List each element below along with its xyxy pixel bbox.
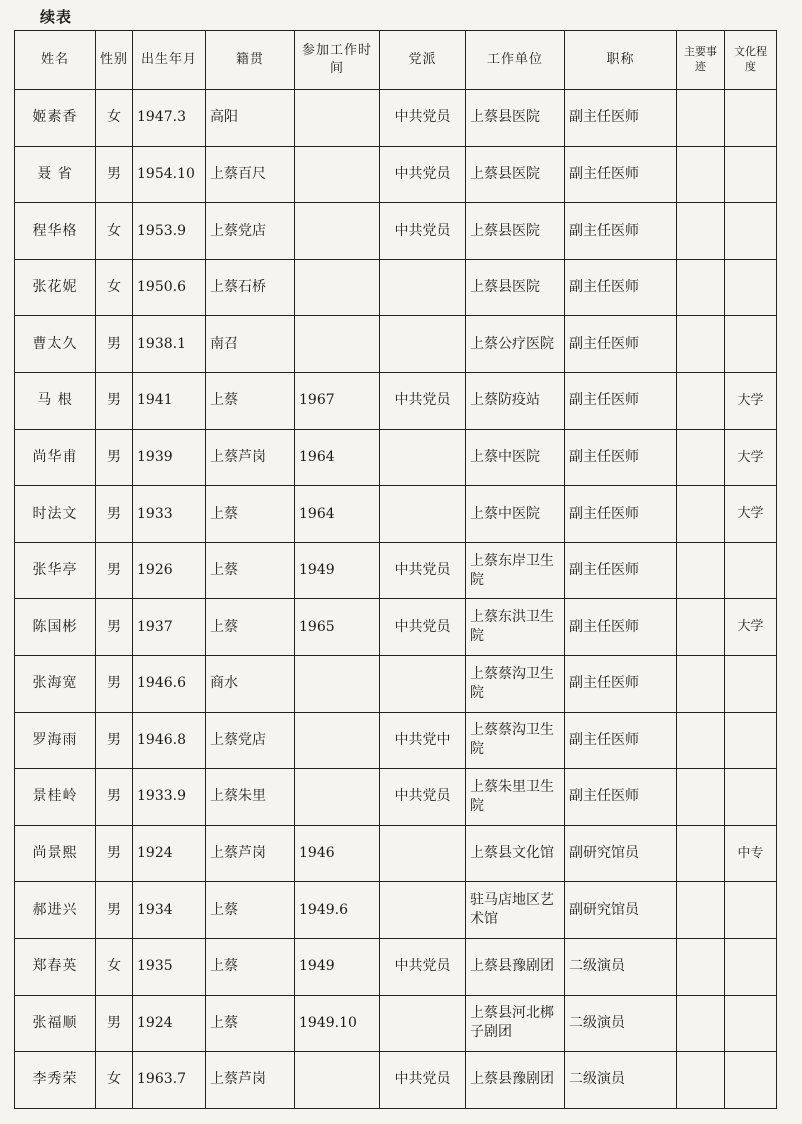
cell-born: 1924 [133,825,206,882]
cell-join: 1965 [295,599,380,656]
cell-born: 1941 [133,372,206,429]
cell-title: 副主任医师 [565,259,677,316]
cell-edu [725,938,777,995]
cell-note [677,316,725,373]
cell-work: 上蔡东岸卫生院 [466,542,565,599]
header-edu: 文化程度 [725,31,777,90]
cell-work: 上蔡蔡沟卫生院 [466,655,565,712]
cell-origin: 上蔡 [206,882,295,939]
header-note: 主要事迹 [677,31,725,90]
cell-title: 副主任医师 [565,429,677,486]
cell-title: 副主任医师 [565,372,677,429]
cell-note [677,429,725,486]
cell-work: 上蔡朱里卫生院 [466,769,565,826]
cell-work: 上蔡县医院 [466,90,565,147]
table-row [15,995,777,1052]
cell-work: 上蔡县豫剧团 [466,1052,565,1109]
cell-sex: 男 [96,316,133,373]
cell-note [677,486,725,543]
cell-party: 中共党员 [380,146,466,203]
page-label: 续表 [40,8,73,26]
cell-name: 李秀荣 [15,1052,96,1109]
cell-join: 1967 [295,372,380,429]
cell-party: 中共党员 [380,769,466,826]
cell-work: 上蔡公疗医院 [466,316,565,373]
cell-work: 上蔡中医院 [466,486,565,543]
cell-origin: 上蔡芦岗 [206,825,295,882]
table-row [15,203,777,260]
cell-note [677,825,725,882]
table-row [15,372,777,429]
cell-work: 上蔡县文化馆 [466,825,565,882]
cell-join: 1964 [295,429,380,486]
cell-name: 尚华甫 [15,429,96,486]
table-row [15,259,777,316]
cell-name: 时法文 [15,486,96,543]
cell-join [295,1052,380,1109]
cell-work: 上蔡县医院 [466,259,565,316]
cell-work: 驻马店地区艺术馆 [466,882,565,939]
cell-sex: 男 [96,995,133,1052]
cell-sex: 女 [96,259,133,316]
cell-title: 副主任医师 [565,203,677,260]
cell-edu [725,259,777,316]
cell-sex: 男 [96,825,133,882]
cell-sex: 女 [96,938,133,995]
cell-party [380,825,466,882]
cell-sex: 男 [96,429,133,486]
table-row [15,599,777,656]
cell-name: 罗海雨 [15,712,96,769]
cell-join [295,316,380,373]
cell-edu [725,655,777,712]
cell-work: 上蔡中医院 [466,429,565,486]
header-title: 职称 [565,31,677,90]
table-row [15,146,777,203]
cell-sex: 男 [96,882,133,939]
cell-name: 姬素香 [15,90,96,147]
table-row [15,825,777,882]
cell-title: 二级演员 [565,995,677,1052]
cell-sex: 女 [96,1052,133,1109]
cell-sex: 男 [96,372,133,429]
header-born: 出生年月 [133,31,206,90]
cell-edu [725,203,777,260]
personnel-table [14,30,777,1109]
cell-born: 1926 [133,542,206,599]
cell-edu [725,316,777,373]
cell-origin: 上蔡百尺 [206,146,295,203]
cell-join: 1949.10 [295,995,380,1052]
cell-sex: 男 [96,599,133,656]
cell-title: 副主任医师 [565,599,677,656]
cell-title: 副研究馆员 [565,825,677,882]
table-row [15,90,777,147]
cell-party: 中共党员 [380,599,466,656]
cell-born: 1933.9 [133,769,206,826]
cell-edu: 大学 [725,372,777,429]
cell-name: 曹太久 [15,316,96,373]
cell-party: 中共党员 [380,203,466,260]
cell-origin: 上蔡 [206,938,295,995]
header-sex: 性别 [96,31,133,90]
cell-edu [725,1052,777,1109]
cell-origin: 商水 [206,655,295,712]
cell-join: 1949 [295,542,380,599]
header-party: 党派 [380,31,466,90]
table-row [15,1052,777,1109]
cell-name: 陈国彬 [15,599,96,656]
cell-name: 张花妮 [15,259,96,316]
cell-note [677,882,725,939]
cell-party: 中共党员 [380,372,466,429]
cell-born: 1946.8 [133,712,206,769]
cell-join [295,259,380,316]
cell-born: 1938.1 [133,316,206,373]
cell-party [380,429,466,486]
cell-sex: 女 [96,90,133,147]
cell-origin: 上蔡党店 [206,203,295,260]
cell-party: 中共党员 [380,1052,466,1109]
cell-note [677,90,725,147]
cell-note [677,146,725,203]
cell-note [677,259,725,316]
cell-title: 副研究馆员 [565,882,677,939]
cell-edu: 大学 [725,599,777,656]
cell-title: 副主任医师 [565,90,677,147]
cell-edu [725,542,777,599]
cell-born: 1946.6 [133,655,206,712]
cell-note [677,938,725,995]
cell-sex: 男 [96,769,133,826]
cell-note [677,1052,725,1109]
cell-edu: 中专 [725,825,777,882]
table-header-row [15,31,777,90]
table-row [15,712,777,769]
cell-title: 副主任医师 [565,655,677,712]
table-row [15,655,777,712]
cell-origin: 高阳 [206,90,295,147]
cell-name: 尚景熙 [15,825,96,882]
cell-note [677,655,725,712]
cell-work: 上蔡县医院 [466,146,565,203]
cell-name: 景桂岭 [15,769,96,826]
cell-join [295,203,380,260]
cell-origin: 上蔡 [206,372,295,429]
cell-title: 副主任医师 [565,769,677,826]
cell-work: 上蔡县医院 [466,203,565,260]
cell-origin: 南召 [206,316,295,373]
cell-party: 中共党员 [380,938,466,995]
header-name: 姓名 [15,31,96,90]
cell-title: 副主任医师 [565,146,677,203]
table-row [15,429,777,486]
cell-note [677,203,725,260]
table-row [15,486,777,543]
cell-note [677,995,725,1052]
cell-edu [725,146,777,203]
cell-edu [725,882,777,939]
cell-name: 张海宽 [15,655,96,712]
cell-title: 二级演员 [565,938,677,995]
cell-name: 郑春英 [15,938,96,995]
cell-born: 1934 [133,882,206,939]
cell-party [380,316,466,373]
cell-sex: 男 [96,712,133,769]
table-row [15,542,777,599]
cell-work: 上蔡县豫剧团 [466,938,565,995]
cell-join [295,146,380,203]
cell-work: 上蔡东洪卫生院 [466,599,565,656]
cell-origin: 上蔡朱里 [206,769,295,826]
cell-born: 1963.7 [133,1052,206,1109]
cell-edu [725,769,777,826]
cell-origin: 上蔡 [206,542,295,599]
cell-join: 1949.6 [295,882,380,939]
cell-join [295,655,380,712]
cell-work: 上蔡蔡沟卫生院 [466,712,565,769]
cell-born: 1950.6 [133,259,206,316]
table-row [15,882,777,939]
cell-party: 中共党员 [380,542,466,599]
cell-name: 张福顺 [15,995,96,1052]
cell-join: 1964 [295,486,380,543]
cell-born: 1935 [133,938,206,995]
header-work: 工作单位 [466,31,565,90]
cell-born: 1947.3 [133,90,206,147]
cell-work: 上蔡防疫站 [466,372,565,429]
cell-note [677,769,725,826]
cell-born: 1953.9 [133,203,206,260]
cell-edu [725,90,777,147]
cell-sex: 男 [96,542,133,599]
cell-name: 郝进兴 [15,882,96,939]
cell-join [295,769,380,826]
table-row [15,769,777,826]
cell-note [677,712,725,769]
cell-origin: 上蔡芦岗 [206,1052,295,1109]
cell-born: 1954.10 [133,146,206,203]
cell-title: 二级演员 [565,1052,677,1109]
table-row [15,938,777,995]
cell-sex: 男 [96,146,133,203]
cell-party: 中共党员 [380,90,466,147]
cell-work: 上蔡县河北梆子剧团 [466,995,565,1052]
cell-note [677,599,725,656]
table-row [15,316,777,373]
header-join: 参加工作时间 [295,31,380,90]
cell-party [380,259,466,316]
cell-join [295,712,380,769]
cell-name: 张华亭 [15,542,96,599]
cell-note [677,372,725,429]
cell-title: 副主任医师 [565,542,677,599]
cell-name: 马 根 [15,372,96,429]
cell-sex: 女 [96,203,133,260]
cell-join [295,90,380,147]
cell-party: 中共党中 [380,712,466,769]
cell-origin: 上蔡 [206,995,295,1052]
cell-join: 1949 [295,938,380,995]
cell-join: 1946 [295,825,380,882]
cell-title: 副主任医师 [565,486,677,543]
cell-edu: 大学 [725,486,777,543]
cell-edu [725,995,777,1052]
cell-origin: 上蔡 [206,486,295,543]
cell-sex: 男 [96,655,133,712]
cell-origin: 上蔡 [206,599,295,656]
cell-born: 1933 [133,486,206,543]
cell-party [380,995,466,1052]
cell-name: 聂 省 [15,146,96,203]
cell-born: 1924 [133,995,206,1052]
cell-name: 程华格 [15,203,96,260]
cell-sex: 男 [96,486,133,543]
cell-party [380,486,466,543]
cell-title: 副主任医师 [565,712,677,769]
header-origin: 籍贯 [206,31,295,90]
cell-note [677,542,725,599]
cell-origin: 上蔡芦岗 [206,429,295,486]
table-body [15,90,777,1109]
cell-title: 副主任医师 [565,316,677,373]
cell-party [380,655,466,712]
cell-born: 1939 [133,429,206,486]
cell-origin: 上蔡石桥 [206,259,295,316]
cell-party [380,882,466,939]
cell-born: 1937 [133,599,206,656]
cell-edu [725,712,777,769]
cell-origin: 上蔡党店 [206,712,295,769]
cell-edu: 大学 [725,429,777,486]
